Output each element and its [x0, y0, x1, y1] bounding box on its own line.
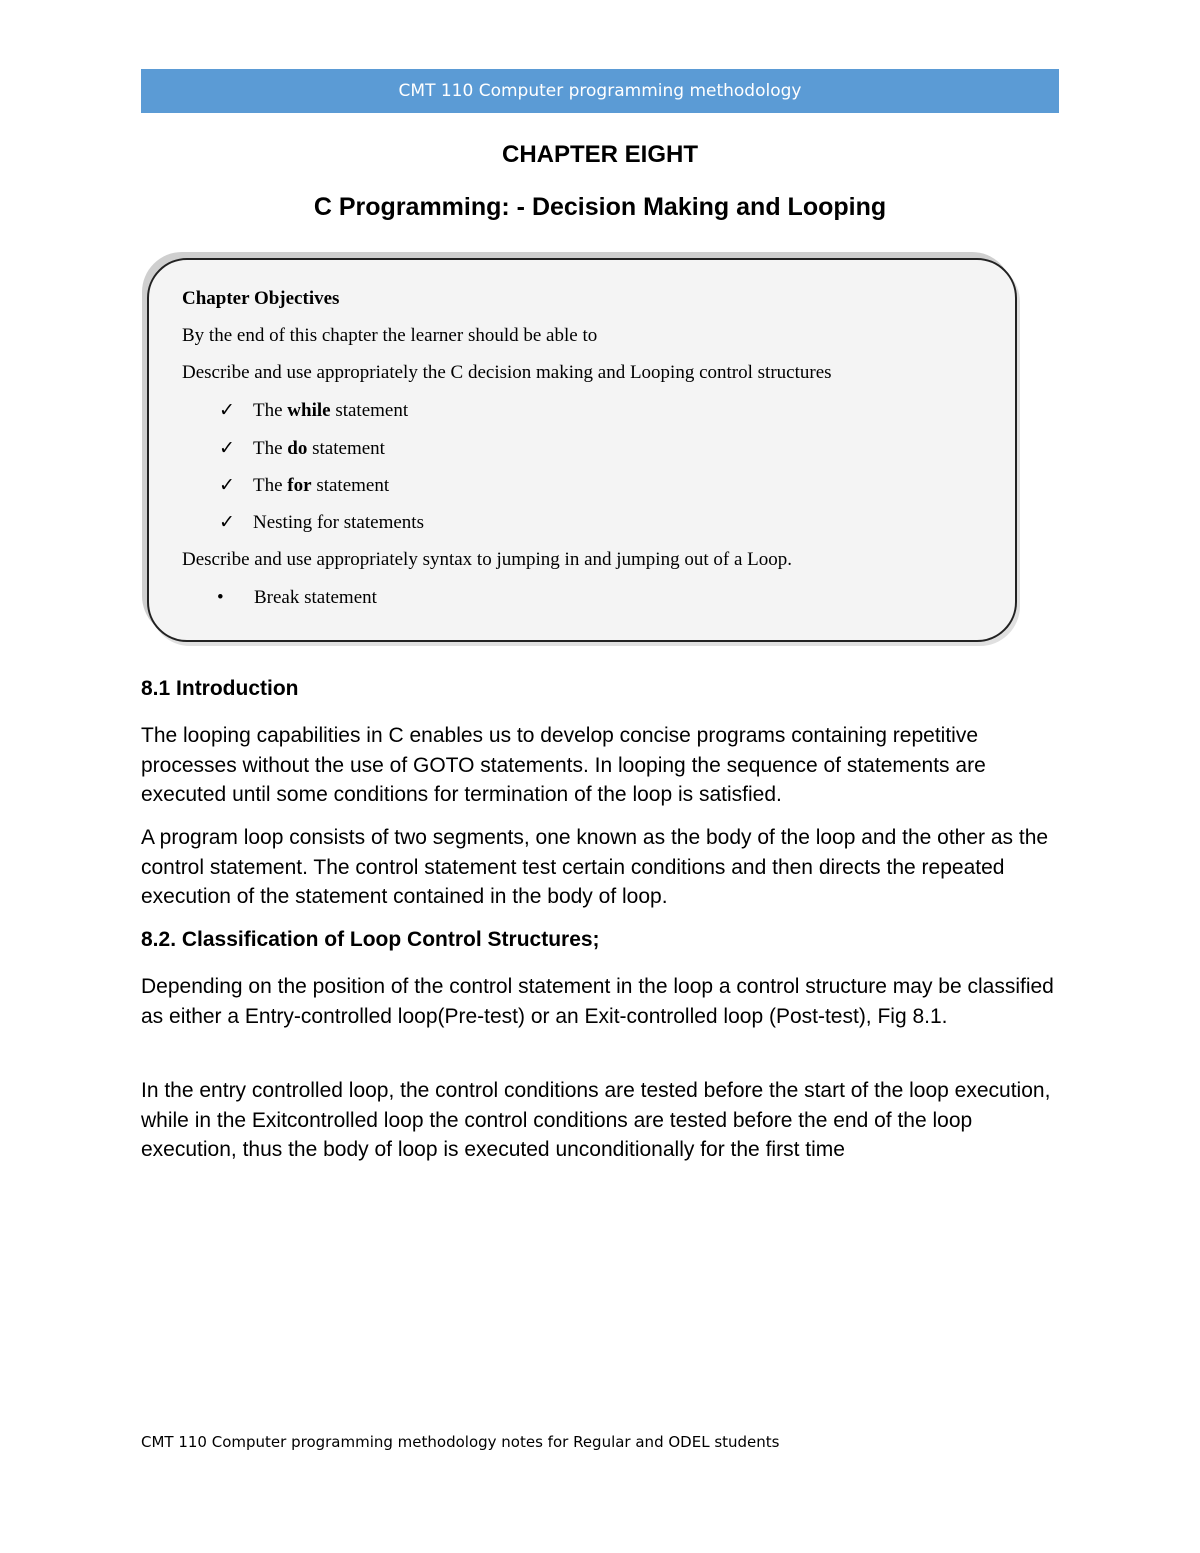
- intro-heading: 8.1 Introduction: [141, 677, 299, 700]
- objective-item-while: ✓ The while statement: [219, 400, 409, 421]
- page-footer: CMT 110 Computer programming methodology notes for Regular and ODEL students: [141, 1433, 780, 1451]
- objectives-box: [147, 258, 1017, 642]
- objectives-heading: Chapter Objectives: [182, 288, 340, 309]
- objective-item-for: ✓ The for statement: [219, 475, 390, 496]
- classification-heading: 8.2. Classification of Loop Control Structures;: [141, 928, 600, 951]
- checkmark-icon: ✓: [219, 438, 235, 459]
- objective-item-do: ✓ The do statement: [219, 438, 385, 459]
- classification-paragraph-1: Depending on the position of the control statement in the loop a control structure may be classified as either a Entry-controlled loop(Pre-test) or an Exit-controlled loop (Post-test), Fig 8.1.: [141, 975, 1054, 1028]
- objective-item-break: • Break statement: [217, 587, 377, 608]
- checkmark-icon: ✓: [219, 512, 235, 533]
- chapter-title: CHAPTER EIGHT: [501, 141, 698, 168]
- checkmark-icon: ✓: [219, 475, 235, 496]
- page-header: [141, 69, 1059, 113]
- objectives-describe-1: Describe and use appropriately the C decision making and Looping control structures: [182, 362, 832, 383]
- objectives-intro: By the end of this chapter the learner should be able to: [182, 325, 598, 346]
- header-text: CMT 110 Computer programming methodology: [398, 81, 802, 101]
- intro-paragraph-1: The looping capabilities in C enables us to develop concise programs containing repetitive processes without the use of GOTO statements. In looping the sequence of statements are executed until some conditions for termination of the loop is satisfied.: [141, 724, 986, 806]
- objectives-describe-2: Describe and use appropriately syntax to jumping in and jumping out of a Loop.: [182, 549, 792, 570]
- intro-paragraph-2: A program loop consists of two segments, one known as the body of the loop and the other as the control statement. The control statement test certain conditions and then directs the repeated execution of the statement contained in the body of loop.: [141, 826, 1049, 908]
- bullet-icon: •: [217, 587, 224, 608]
- objective-item-nesting: ✓ Nesting for statements: [219, 512, 424, 533]
- chapter-subtitle: C Programming: - Decision Making and Looping: [313, 193, 887, 221]
- checkmark-icon: ✓: [219, 400, 235, 421]
- classification-paragraph-2: In the entry controlled loop, the control conditions are tested before the start of the loop execution, while in the Exitcontrolled loop the control conditions are tested before the end of the loop execution, thus the body of loop is executed unconditionally for the first time: [141, 1079, 1051, 1161]
